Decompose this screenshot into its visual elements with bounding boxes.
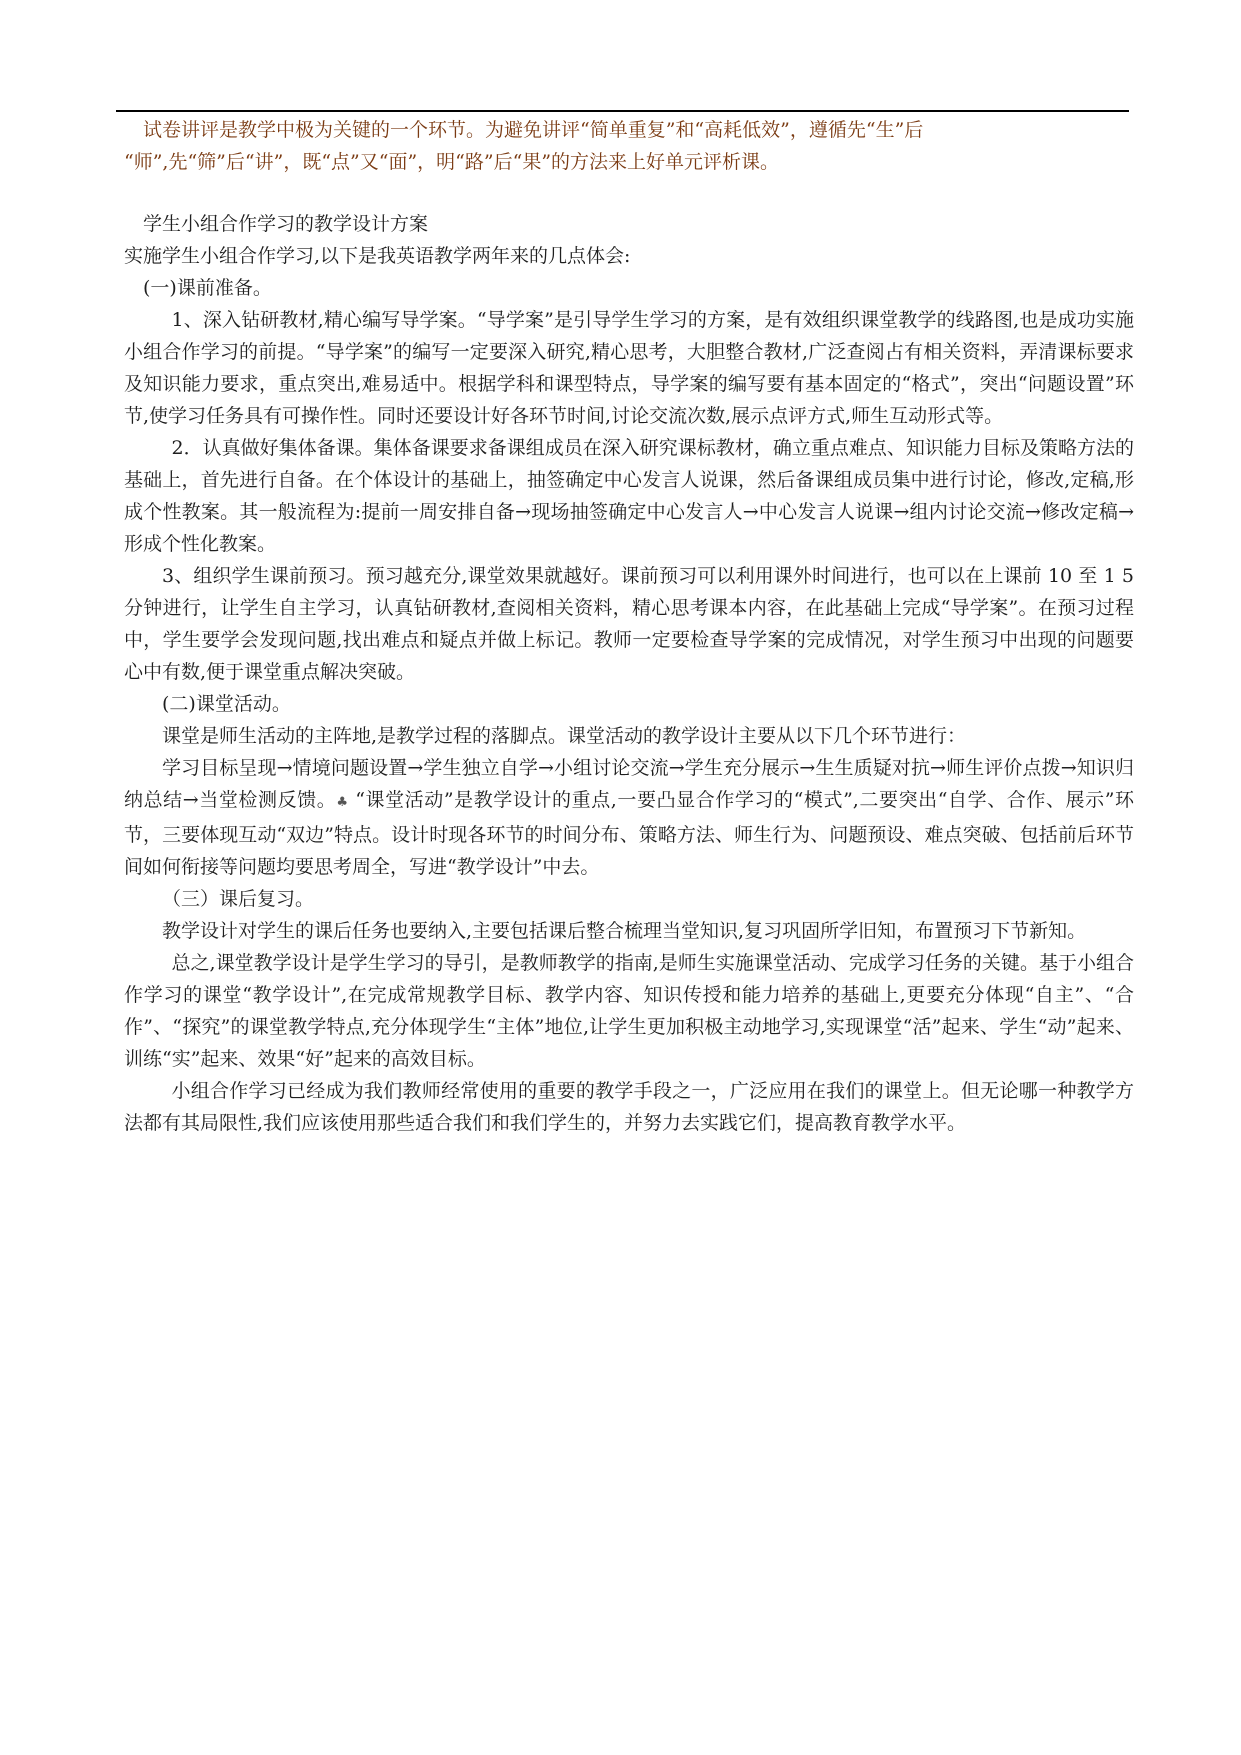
article-title: 学生小组合作学习的教学设计方案 xyxy=(143,213,429,235)
anchor-mark-icon: ♣ xyxy=(336,795,349,810)
paragraph-classroom-flow xyxy=(124,752,1134,883)
paragraph-summary: 总之,课堂教学设计是学生学习的导引，是教师教学的指南,是师生实施课堂活动、完成学习任务的关键。基于小组合作学习的课堂“教学设计”,在完成常规教学目标、教学内容、知识传授和能力培养的基础上,更要充分体现“自主”、“合作”、“探究”的课堂教学特点,充分体现学生“主体”地位,让学生更加积极主动地学习,实现课堂“活”起来、学生“动”起来、训练“实”起来、效果“好”起来的高效目标。 xyxy=(124,952,1134,1070)
article-lead: 实施学生小组合作学习,以下是我英语教学两年来的几点体会: xyxy=(124,245,631,267)
section-heading-1: (一)课前准备。 xyxy=(143,277,272,299)
paragraph-item-3: 3、组织学生课前预习。预习越充分,课堂效果就越好。课前预习可以利用课外时间进行，也可以在上课前 10 至 1 5 分钟进行，让学生自主学习，认真钻研教材,查阅相关资料，精心思考课本内容，在此基础上完成“导学案”。在预习过程中，学生要学会发现问题,找出难点和疑点并做上标记。教师一定要检查导学案的完成情况，对学生预习中出现的问题要心中有数,便于课堂重点解决突破。 xyxy=(124,565,1134,683)
paragraph-item-2: 2．认真做好集体备课。集体备课要求备课组成员在深入研究课标教材，确立重点难点、知识能力目标及策略方法的基础上，首先进行自备。在个体设计的基础上，抽签确定中心发言人说课，然后备课组成员集中进行讨论，修改,定稿,形成个性教案。其一般流程为:提前一周安排自备→现场抽签确定中心发言人→中心发言人说课→组内讨论交流→修改定稿→形成个性化教案。 xyxy=(124,437,1134,555)
header-rule xyxy=(116,110,1129,112)
paragraph-item-1: 1、深入钻研教材,精心编写导学案。“导学案”是引导学生学习的方案，是有效组织课堂教学的线路图,也是成功实施小组合作学习的前提。“导学案”的编写一定要深入研究,精心思考，大胆整合教材,广泛查阅占有相关资料，弄清课标要求及知识能力要求，重点突出,难易适中。根据学科和课型特点，导学案的编写要有基本固定的“格式”，突出“问题设置”环节,使学习任务具有可操作性。同时还要设计好各环节时间,讨论交流次数,展示点评方式,师生互动形式等。 xyxy=(124,309,1134,427)
classroom-activity-text: “课堂活动”是教学设计的重点,一要凸显合作学习的“模式”,二要突出“自学、合作、展示”环节，三要体现互动“双边”特点。设计时现各环节的时间分布、策略方法、师生行为、问题预设、难点突破、包括前后环节间如何衔接等问题均要思考周全，写进“教学设计”中去。 xyxy=(124,789,1135,878)
paragraph-classroom-intro: 课堂是师生活动的主阵地,是教学过程的落脚点。课堂活动的教学设计主要从以下几个环节进行： xyxy=(162,725,967,747)
paragraph-closing: 小组合作学习已经成为我们教师经常使用的重要的教学手段之一，广泛应用在我们的课堂上。但无论哪一种教学方法都有其局限性,我们应该使用那些适合我们和我们学生的，并努力去实践它们，提高教育教学水平。 xyxy=(124,1080,1134,1134)
classroom-flow-text: 学习目标呈现→情境问题设置→学生独立自学→小组讨论交流→学生充分展示→生生质疑对抗→师生评价点拨→知识归纳总结→当堂检测反馈。 xyxy=(124,757,1134,811)
article-body xyxy=(124,208,1134,1139)
paragraph-review: 教学设计对学生的课后任务也要纳入,主要包括课后整合梳理当堂知识,复习巩固所学旧知，布置预习下节新知。 xyxy=(162,920,1087,942)
intro-block xyxy=(124,114,1134,178)
intro-line-1: 试卷讲评是教学中极为关键的一个环节。为避免讲评“简单重复”和“高耗低效”，遵循先“生”后 xyxy=(143,119,924,141)
section-heading-3: （三）课后复习。 xyxy=(162,888,315,910)
intro-line-2: “师”,先“筛”后“讲”，既“点”又“面”，明“路”后“果”的方法来上好单元评析课。 xyxy=(124,151,780,173)
section-heading-2: (二)课堂活动。 xyxy=(162,693,291,715)
